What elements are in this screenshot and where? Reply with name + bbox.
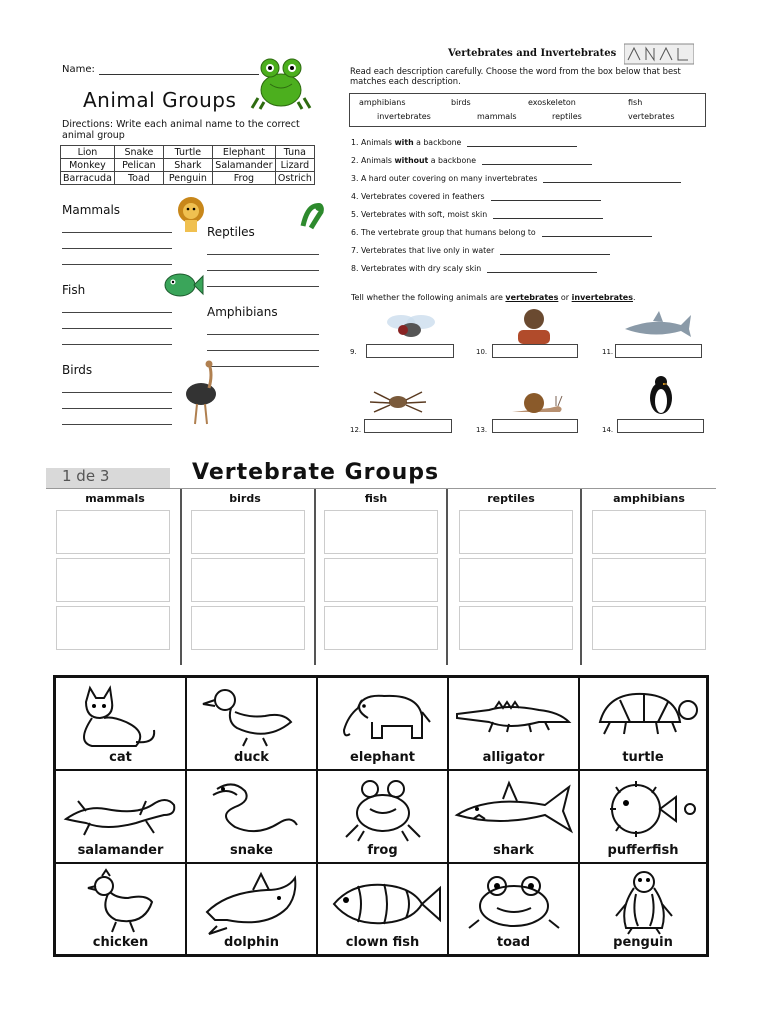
question-1: 1. Animals with a backbone [351, 138, 577, 147]
question-4: 4. Vertebrates covered in feathers [351, 192, 601, 201]
snake-icon [187, 775, 318, 845]
answer-line[interactable] [62, 328, 172, 329]
word-bank-item: reptiles [552, 112, 582, 121]
word-cell: Shark [163, 159, 212, 172]
answer-line[interactable] [62, 424, 172, 425]
salamander-icon [56, 775, 187, 845]
vertebrate-groups-title: Vertebrate Groups [192, 460, 440, 485]
name-line[interactable] [99, 65, 259, 75]
card-label: duck [234, 750, 269, 765]
penguin-outline-icon [580, 868, 708, 938]
card-label: salamander [77, 843, 164, 858]
word-cell: Turtle [163, 146, 212, 159]
animals-banner-icon [624, 42, 694, 66]
question-7: 7. Vertebrates that live only in water [351, 246, 610, 255]
question-8: 8. Vertebrates with dry scaly skin [351, 264, 597, 273]
name-field [62, 64, 259, 75]
drop-box-amphibians[interactable] [592, 558, 706, 602]
word-bank-item: vertebrates [628, 112, 675, 121]
drop-box-fish[interactable] [324, 606, 438, 650]
card-dolphin[interactable] [186, 863, 317, 955]
directions-text: Directions: Write each animal name to the correct animal group [62, 119, 300, 141]
lion-icon [176, 194, 206, 234]
answer-line[interactable] [493, 210, 603, 219]
drop-box-amphibians[interactable] [592, 510, 706, 554]
card-frog[interactable] [317, 770, 448, 863]
question-5: 5. Vertebrates with soft, moist skin [351, 210, 603, 219]
word-bank-item: invertebrates [377, 112, 431, 121]
vi-instructions: Read each description carefully. Choose the word from the box below that best matches each description. [350, 66, 681, 86]
card-duck[interactable] [186, 677, 317, 770]
answer-box-11[interactable] [615, 344, 702, 358]
person-icon [510, 306, 558, 344]
word-cell: Frog [212, 172, 275, 185]
card-label: shark [493, 843, 534, 858]
word-bank-item: fish [628, 98, 643, 107]
drop-box-reptiles[interactable] [459, 606, 573, 650]
drop-box-birds[interactable] [191, 606, 305, 650]
item-number: 13. [476, 426, 488, 434]
group-label-amphibians: Amphibians [207, 305, 278, 319]
column-head-birds: birds [229, 492, 261, 505]
dolphin-icon [187, 868, 318, 938]
card-shark[interactable] [448, 770, 579, 863]
answer-box-14[interactable] [617, 419, 704, 433]
group-label-mammals: Mammals [62, 203, 121, 217]
pufferfish-icon [580, 775, 708, 845]
card-snake[interactable] [186, 770, 317, 863]
answer-line[interactable] [207, 254, 319, 255]
word-cell: Snake [114, 146, 163, 159]
toad-icon [449, 868, 580, 938]
answer-box-13[interactable] [492, 419, 578, 433]
question-3: 3. A hard outer covering on many invertebrates [351, 174, 681, 183]
card-label: clown fish [345, 935, 420, 950]
answer-line[interactable] [62, 312, 172, 313]
question-2: 2. Animals without a backbone [351, 156, 592, 165]
answer-line[interactable] [62, 408, 172, 409]
answer-line[interactable] [62, 232, 172, 233]
drop-box-amphibians[interactable] [592, 606, 706, 650]
fish-icon [162, 268, 204, 302]
column-head-amphibians: amphibians [613, 492, 685, 505]
card-label: frog [367, 843, 398, 858]
column-divider [580, 489, 582, 665]
word-cell: Toad [114, 172, 163, 185]
word-cell: Tuna [275, 146, 314, 159]
answer-line[interactable] [62, 248, 172, 249]
word-bank-item: amphibians [359, 98, 406, 107]
vi-title: Vertebrates and Invertebrates [448, 48, 617, 59]
answer-box-12[interactable] [364, 419, 452, 433]
card-label: pufferfish [607, 843, 679, 858]
answer-line[interactable] [543, 174, 681, 183]
word-bank [349, 93, 706, 127]
column-divider [180, 489, 182, 665]
answer-line[interactable] [207, 270, 319, 271]
word-cell: Penguin [163, 172, 212, 185]
card-label: elephant [350, 750, 415, 765]
elephant-icon [318, 682, 449, 752]
answer-line[interactable] [487, 264, 597, 273]
snail-icon [510, 392, 566, 414]
word-table [60, 145, 315, 185]
ostrich-icon [183, 360, 223, 428]
card-chicken[interactable] [55, 863, 186, 955]
drop-box-fish[interactable] [324, 558, 438, 602]
answer-line[interactable] [207, 366, 319, 367]
card-label: chicken [92, 935, 149, 950]
chicken-icon [56, 868, 187, 938]
shark-icon [623, 311, 693, 341]
item-number: 12. [350, 426, 362, 434]
answer-line[interactable] [207, 286, 319, 287]
word-cell: Barracuda [61, 172, 115, 185]
item-number: 14. [602, 426, 614, 434]
card-penguin[interactable] [579, 863, 707, 955]
alligator-icon [449, 682, 580, 752]
answer-line[interactable] [207, 334, 319, 335]
drop-box-mammals[interactable] [56, 606, 170, 650]
cat-icon [56, 682, 187, 752]
turtle-icon [580, 682, 708, 752]
frog-icon [250, 56, 312, 110]
column-head-fish: fish [364, 492, 388, 505]
drop-box-reptiles[interactable] [459, 558, 573, 602]
answer-box-9[interactable] [366, 344, 454, 358]
question-6: 6. The vertebrate group that humans belong to [351, 228, 652, 237]
answer-line[interactable] [542, 228, 652, 237]
tell-instructions: Tell whether the following animals are vertebrates or invertebrates. [351, 293, 636, 302]
column-head-mammals: mammals [85, 492, 145, 505]
card-label: dolphin [224, 935, 279, 950]
drop-box-fish[interactable] [324, 510, 438, 554]
answer-line[interactable] [500, 246, 610, 255]
item-number: 9. [350, 348, 357, 356]
page-tab: 1 de 3 [46, 468, 170, 488]
card-label: snake [230, 843, 273, 858]
card-label: alligator [482, 750, 545, 765]
answer-line[interactable] [62, 344, 172, 345]
card-alligator[interactable] [448, 677, 579, 770]
column-divider [314, 489, 316, 665]
answer-line[interactable] [467, 138, 577, 147]
name-label: Name: [62, 64, 95, 75]
header-rule [46, 488, 716, 489]
word-cell: Elephant [212, 146, 275, 159]
answer-line[interactable] [207, 350, 319, 351]
column-head-reptiles: reptiles [487, 492, 535, 505]
word-cell: Ostrich [275, 172, 314, 185]
group-label-reptiles: Reptiles [207, 225, 255, 239]
answer-line[interactable] [62, 264, 172, 265]
answer-line[interactable] [62, 392, 172, 393]
group-label-fish: Fish [62, 283, 86, 297]
word-bank-item: exoskeleton [528, 98, 576, 107]
item-number: 10. [476, 348, 488, 356]
word-bank-item: mammals [477, 112, 517, 121]
animal-cards-grid [53, 675, 709, 957]
word-cell: Monkey [61, 159, 115, 172]
card-elephant[interactable] [317, 677, 448, 770]
fly-icon [383, 312, 439, 342]
card-label: toad [496, 935, 531, 950]
card-label: cat [109, 750, 132, 765]
drop-box-reptiles[interactable] [459, 510, 573, 554]
card-label: turtle [622, 750, 664, 765]
animal-groups-title: Animal Groups [83, 88, 237, 112]
card-clown-fish[interactable] [317, 863, 448, 955]
drop-box-birds[interactable] [191, 510, 305, 554]
answer-box-10[interactable] [492, 344, 578, 358]
clown-fish-icon [318, 868, 449, 938]
card-label: penguin [613, 935, 673, 950]
frog-outline-icon [318, 775, 449, 845]
drop-box-birds[interactable] [191, 558, 305, 602]
drop-box-mammals[interactable] [56, 558, 170, 602]
word-cell: Salamander [212, 159, 275, 172]
word-cell: Lizard [275, 159, 314, 172]
group-label-birds: Birds [62, 363, 93, 377]
column-divider [446, 489, 448, 665]
word-bank-item: birds [451, 98, 471, 107]
card-cat[interactable] [55, 677, 186, 770]
card-turtle[interactable] [579, 677, 707, 770]
item-number: 11. [602, 348, 614, 356]
drop-box-mammals[interactable] [56, 510, 170, 554]
card-toad[interactable] [448, 863, 579, 955]
card-salamander[interactable] [55, 770, 186, 863]
duck-icon [187, 682, 318, 752]
word-cell: Lion [61, 146, 115, 159]
spider-icon [368, 390, 428, 414]
lizard-icon [297, 198, 327, 232]
card-pufferfish[interactable] [579, 770, 707, 863]
word-cell: Pelican [114, 159, 163, 172]
answer-line[interactable] [491, 192, 601, 201]
penguin-icon [645, 374, 677, 416]
shark-outline-icon [449, 775, 580, 845]
answer-line[interactable] [482, 156, 592, 165]
